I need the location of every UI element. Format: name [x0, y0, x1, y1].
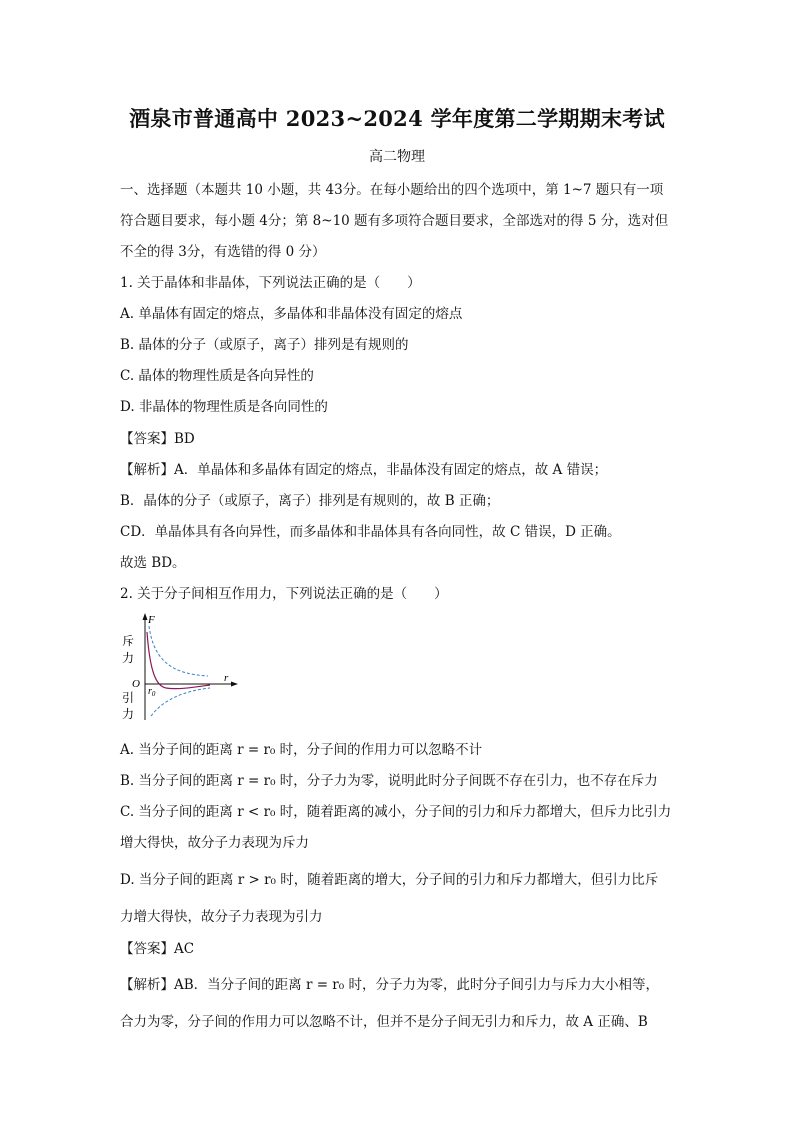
q2-option-b: B. 当分子间的距离 r = r₀ 时，分子力为零，说明此时分子间既不存在引力，也不存在斥力	[120, 773, 658, 789]
q1-analysis-line-3: CD．单晶体具有各向异性，而多晶体和非晶体具有各向同性，故 C 错误，D 正确。	[120, 524, 621, 540]
r-axis-label: r	[224, 672, 229, 684]
q1-analysis-line-4: 故选 BD。	[120, 555, 186, 571]
q1-stem: 1. 关于晶体和非晶体，下列说法正确的是（ ）	[120, 275, 421, 291]
q1-option-b: B. 晶体的分子（或原子，离子）排列是有规则的	[120, 337, 409, 353]
section-header-line-3: 不全的得 3分，有选错的得 0 分）	[120, 244, 326, 260]
r-axis-arrow	[231, 682, 238, 687]
section-header-line-2: 符合题目要求，每小题 4分；第 8~10 题有多项符合题目要求，全部选对的得 5 分，选对但	[120, 213, 669, 229]
q1-analysis-line-2: B．晶体的分子（或原子，离子）排列是有规则的，故 B 正确；	[120, 493, 500, 509]
origin-label: O	[132, 678, 140, 690]
q2-option-d-line-1: D. 当分子间的距离 r > r₀ 时，随着距离的增大，分子间的引力和斥力都增大，但引力比斥	[120, 872, 659, 888]
attraction-curve	[151, 688, 210, 716]
molecular-force-graph	[118, 612, 248, 722]
repulsion-curve	[149, 626, 208, 676]
q2-analysis-line-2: 合力为零，分子间的作用力可以忽略不计，但并不是分子间无引力和斥力，故 A 正确、B	[120, 1014, 648, 1030]
q2-answer: 【答案】AC	[120, 941, 195, 957]
q2-option-c-line-1: C. 当分子间的距离 r < r₀ 时，随着距离的减小，分子间的引力和斥力都增大，但斥力比引力	[120, 804, 672, 820]
net-force-curve	[147, 632, 210, 689]
attraction-label-1: 引	[122, 691, 135, 705]
q1-option-c: C. 晶体的物理性质是各向异性的	[120, 368, 314, 384]
q1-option-d: D. 非晶体的物理性质是各向同性的	[120, 399, 328, 415]
q1-analysis-line-1: 【解析】A．单晶体和多晶体有固定的熔点，非晶体没有固定的熔点，故 A 错误；	[120, 462, 608, 478]
q2-stem: 2. 关于分子间相互作用力，下列说法正确的是（ ）	[120, 586, 448, 602]
r0-subscript: 0	[151, 690, 156, 698]
subject-title: 高二物理	[369, 149, 425, 165]
q1-option-a: A. 单晶体有固定的熔点，多晶体和非晶体没有固定的熔点	[120, 306, 463, 322]
q1-answer: 【答案】BD	[120, 431, 195, 447]
exam-title: 酒泉市普通高中 2023~2024 学年度第二学期期末考试	[129, 106, 665, 131]
repulsion-label-2: 力	[122, 651, 135, 665]
f-axis-label: F	[148, 614, 155, 626]
q2-option-c-line-2: 增大得快，故分子力表现为斥力	[120, 835, 309, 851]
q2-option-d-line-2: 力增大得快，故分子力表现为引力	[120, 909, 323, 925]
r0-label	[148, 686, 156, 698]
f-axis-arrow	[143, 613, 148, 620]
repulsion-label-1: 斥	[122, 634, 135, 648]
q2-option-a: A. 当分子间的距离 r = r₀ 时，分子间的作用力可以忽略不计	[120, 742, 483, 758]
attraction-label-2: 力	[122, 707, 135, 721]
section-header-line-1: 一、选择题（本题共 10 小题，共 43分。在每小题给出的四个选项中，第 1~7 题只有一项	[120, 182, 664, 198]
q2-analysis-line-1: 【解析】AB．当分子间的距离 r = r₀ 时，分子力为零，此时分子间引力与斥力大小相等，	[120, 977, 659, 993]
r0-symbol: r	[148, 686, 152, 697]
